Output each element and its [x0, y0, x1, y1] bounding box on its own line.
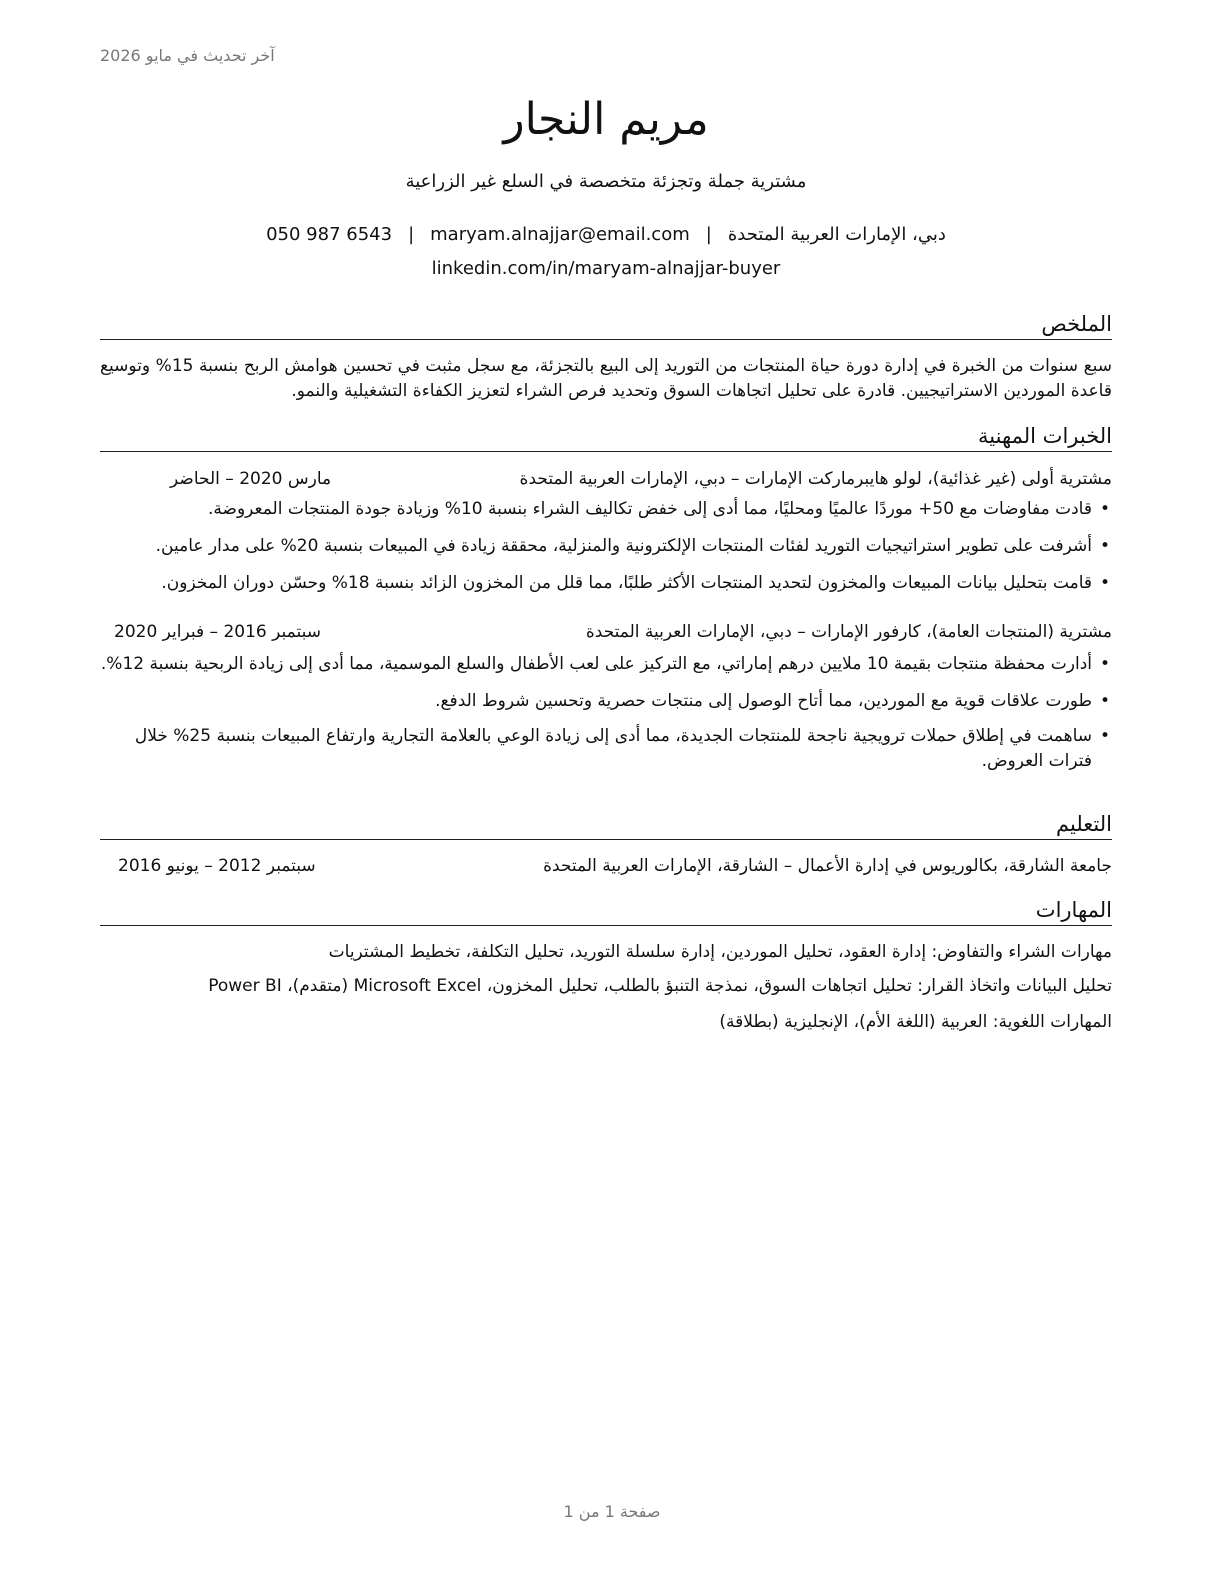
job-bullets — [100, 497, 1112, 608]
experience-heading: الخبرات المهنية — [100, 422, 1112, 452]
list-item: • أدارت محفظة منتجات بقيمة 10 ملايين درهم إماراتي، مع التركيز على لعب الأطفال والسلع الموسمية، مما أدى إلى زيادة الربحية بنسبة 12%. — [100, 652, 1112, 677]
skills-heading: المهارات — [100, 896, 1112, 926]
list-item: • قادت مفاوضات مع 50+ موردًا عالميًا ومحليًا، مما أدى إلى خفض تكاليف الشراء بنسبة 10% وزيادة جودة المنتجات المعروضة. — [100, 497, 1112, 522]
contact-separator: | — [408, 224, 415, 245]
list-item: • ساهمت في إطلاق حملات ترويجية ناجحة للمنتجات الجديدة، مما أدى إلى زيادة الوعي بالعلامة التجارية وارتفاع المبيعات بنسبة 25% خلال فترات العروض. — [100, 724, 1112, 774]
candidate-name: مريم النجار — [503, 94, 709, 145]
list-item: • طورت علاقات قوية مع الموردين، مما أتاح الوصول إلى منتجات حصرية وتحسين شروط الدفع. — [100, 689, 1112, 714]
job-dates: مارس 2020 – الحاضر — [170, 469, 332, 489]
candidate-title: مشترية جملة وتجزئة متخصصة في السلع غير الزراعية — [405, 171, 807, 192]
skill-line: مهارات الشراء والتفاوض: إدارة العقود، تحليل الموردين، إدارة سلسلة التوريد، تحليل التكلفة، تخطيط المشتريات — [328, 942, 1112, 962]
education-degree: جامعة الشارقة، بكالوريوس في إدارة الأعمال – الشارقة، الإمارات العربية المتحدة — [543, 856, 1112, 876]
contact-location: دبي، الإمارات العربية المتحدة — [727, 224, 946, 245]
education-heading: التعليم — [100, 810, 1112, 840]
summary-heading: الملخص — [100, 310, 1112, 340]
page-number: صفحة 1 من 1 — [563, 1502, 661, 1521]
list-item: • أشرفت على تطوير استراتيجيات التوريد لفئات المنتجات الإلكترونية والمنزلية، محققة زيادة في المبيعات بنسبة 20% على مدار عامين. — [100, 534, 1112, 559]
job-role: مشترية (المنتجات العامة)، كارفور الإمارات – دبي، الإمارات العربية المتحدة — [585, 622, 1112, 642]
skill-line: المهارات اللغوية: العربية (اللغة الأم)، الإنجليزية (بطلاقة) — [719, 1012, 1112, 1032]
job-role: مشترية أولى (غير غذائية)، لولو هايبرماركت الإمارات – دبي، الإمارات العربية المتحدة — [519, 469, 1112, 489]
list-item: • قامت بتحليل بيانات المبيعات والمخزون لتحديد المنتجات الأكثر طلبًا، مما قلل من المخزون الزائد بنسبة 18% وحسّن دوران المخزون. — [100, 571, 1112, 596]
education-dates: سبتمبر 2012 – يونيو 2016 — [118, 856, 316, 876]
summary-text: سبع سنوات من الخبرة في إدارة دورة حياة المنتجات من التوريد إلى البيع بالتجزئة، مع سجل مثبت في تحسين هوامش الربح بنسبة 15% وتوسيع قاعدة الموردين الاستراتيجيين. قادرة على تحليل اتجاهات السوق وتحديد فرص الشراء لتعزيز الكفاءة التشغيلية والنمو. — [100, 356, 1113, 401]
contact-separator: | — [705, 224, 712, 245]
linkedin-link[interactable]: linkedin.com/in/maryam-alnajjar-buyer — [431, 258, 781, 279]
job-dates: سبتمبر 2016 – فبراير 2020 — [114, 622, 321, 642]
skill-line: تحليل البيانات واتخاذ القرار: تحليل اتجاهات السوق، نمذجة التنبؤ بالطلب، تحليل المخزون، Microsoft Excel (متقدم)، Power BI — [208, 976, 1112, 996]
contact-line — [100, 222, 1112, 248]
contact-phone: 050 987 6543 — [266, 224, 393, 245]
contact-email[interactable]: maryam.alnajjar@email.com — [430, 224, 690, 245]
job-bullets — [100, 652, 1112, 786]
last-updated-note: آخر تحديث في مايو 2026 — [100, 46, 275, 65]
